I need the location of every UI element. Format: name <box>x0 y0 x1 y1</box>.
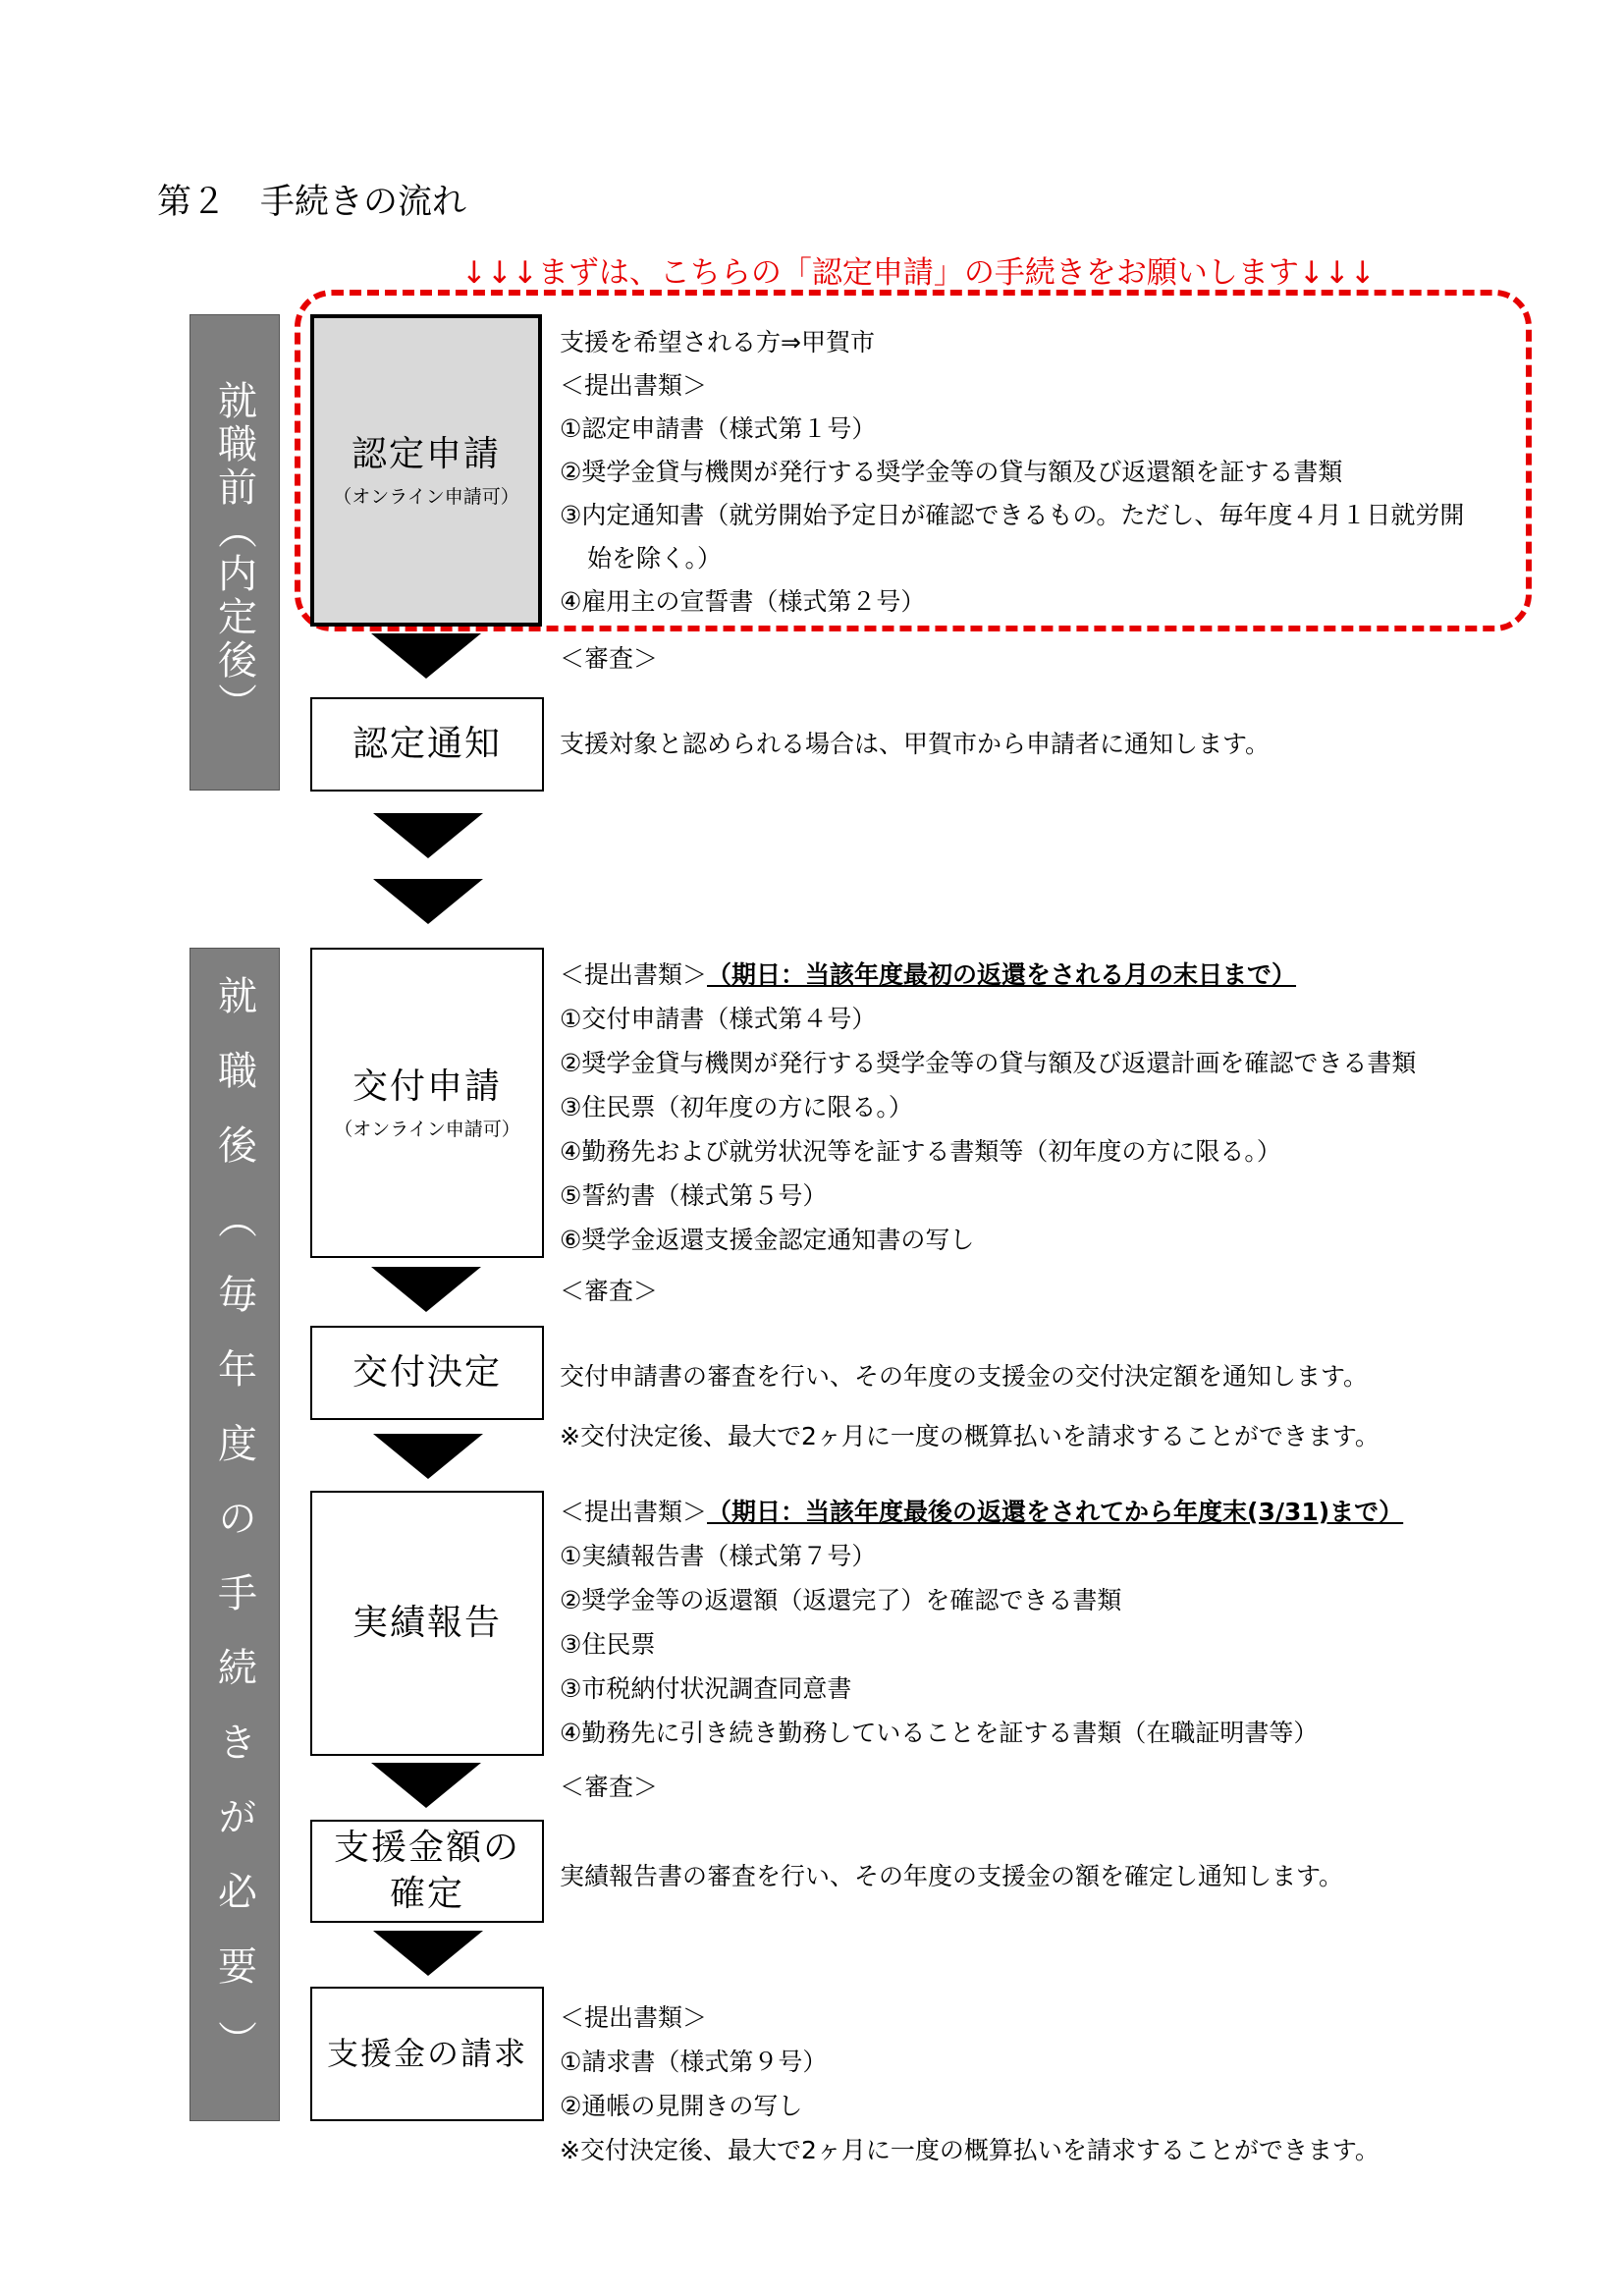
text-line: ③住民票（初年度の方に限る。） <box>560 1093 913 1121</box>
step-nintei-tsuchi-label: 認定通知 <box>352 723 502 764</box>
step-nintei-shinsei-sub: （オンライン申請可） <box>333 485 519 508</box>
step-jisseki-hokoku <box>310 1491 544 1756</box>
text-line: ④雇用主の宣誓書（様式第２号） <box>560 587 926 616</box>
jisseki-head: ＜提出書類＞ <box>560 1498 708 1526</box>
step-shienkin-seikyu <box>310 1987 544 2121</box>
step-nintei-tsuchi <box>310 697 544 792</box>
seikyu-text <box>560 2003 1380 2165</box>
kofu-shinsei-text <box>560 960 1416 1255</box>
flow-arrow <box>371 1763 481 1808</box>
jisseki-deadline: （期日：当該年度最後の返還をされてから年度末(3/31)まで） <box>707 1498 1404 1526</box>
step-kofu-shinsei-label: 交付申請 <box>352 1066 502 1108</box>
text-line: ②奨学金等の返還額（返還完了）を確認できる書類 <box>560 1586 1122 1614</box>
sidebar-pre-employment <box>189 314 280 791</box>
text-line: ④勤務先に引き続き勤務していることを証する書類（在職証明書等） <box>560 1719 1319 1747</box>
kofu-shinsei-deadline: （期日：当該年度最初の返還をされる月の末日まで） <box>707 960 1297 989</box>
sidebar-post-label: 就職後（毎年度の手続きが必要） <box>211 974 257 2095</box>
kofu-kettei-text-2: ※交付決定後、最大で2ヶ月に一度の概算払いを請求することができます。 <box>560 1422 1380 1450</box>
shinsa-label-1: ＜審査＞ <box>560 644 659 673</box>
step-kofu-shinsei-sub: （オンライン申請可） <box>334 1118 520 1140</box>
step-kofu-shinsei <box>310 948 544 1258</box>
step-kofu-kettei-label: 交付決定 <box>352 1351 502 1393</box>
text-line: ①交付申請書（様式第４号） <box>560 1005 877 1033</box>
text-line: ②奨学金貸与機関が発行する奨学金等の貸与額及び返還計画を確認できる書類 <box>560 1049 1417 1077</box>
step-shienkin-kakutei-label-2: 確定 <box>389 1873 464 1914</box>
nintei-shinsei-text <box>560 328 1464 617</box>
nintei-tsuchi-text: 支援対象と認められる場合は、甲賀市から申請者に通知します。 <box>560 730 1271 758</box>
notice-text: ↓↓↓まずは、こちらの「認定申請」の手続きをお願いします↓↓↓ <box>461 255 1376 291</box>
flow-arrow <box>373 1931 483 1976</box>
kofu-kettei-text-1: 交付申請書の審査を行い、その年度の支援金の交付決定額を通知します。 <box>560 1362 1369 1391</box>
text-line: ⑥奨学金返還支援金認定通知書の写し <box>560 1226 975 1254</box>
sidebar-post-employment <box>189 948 280 2121</box>
text-line: ①認定申請書（様式第１号） <box>560 414 877 443</box>
step-nintei-shinsei <box>310 314 542 627</box>
text-line: ②奨学金貸与機関が発行する奨学金等の貸与額及び返還額を証する書類 <box>560 458 1343 486</box>
flow-arrow <box>371 1267 481 1312</box>
step-nintei-shinsei-label: 認定申請 <box>351 434 501 475</box>
text-line: ②通帳の見開きの写し <box>560 2092 803 2120</box>
text-line: ①請求書（様式第９号） <box>560 2048 828 2076</box>
text-line: ③市税納付状況調査同意書 <box>560 1674 852 1703</box>
text-line: ④勤務先および就労状況等を証する書類等（初年度の方に限る。） <box>560 1137 1281 1166</box>
text-line: ※交付決定後、最大で2ヶ月に一度の概算払いを請求することができます。 <box>560 2136 1380 2164</box>
step-kofu-kettei <box>310 1326 544 1420</box>
step-shienkin-seikyu-label: 支援金の請求 <box>326 2034 527 2072</box>
shinsa-label-2: ＜審査＞ <box>560 1277 659 1305</box>
text-line <box>560 960 1416 990</box>
text-line: ＜提出書類＞ <box>560 2003 708 2032</box>
text-line: 支援を希望される方⇒甲賀市 <box>560 328 875 356</box>
kakutei-text: 実績報告書の審査を行い、その年度の支援金の額を確定し通知します。 <box>560 1862 1344 1890</box>
text-line: ⑤誓約書（様式第５号） <box>560 1181 828 1210</box>
step-jisseki-hokoku-label: 実績報告 <box>352 1602 502 1643</box>
sidebar-pre-label: 就職前（内定後） <box>211 379 257 726</box>
text-line: ＜提出書類＞ <box>560 371 708 400</box>
flow-arrow <box>373 1434 483 1479</box>
step-shienkin-kakutei-label-1: 支援金額の <box>333 1827 520 1868</box>
text-line <box>560 1498 1403 1527</box>
flow-arrow <box>373 879 483 924</box>
text-line: ③住民票 <box>560 1630 656 1659</box>
flow-arrow <box>373 813 483 858</box>
shinsa-label-3: ＜審査＞ <box>560 1773 659 1801</box>
flow-arrow <box>371 633 481 679</box>
text-line: 始を除く。） <box>587 544 723 573</box>
page-heading: 第２ 手続きの流れ <box>157 183 467 222</box>
step-shienkin-kakutei <box>310 1820 544 1923</box>
text-line: ③内定通知書（就労開始予定日が確認できるもの。ただし、毎年度４月１日就労開 <box>560 501 1465 529</box>
jisseki-text <box>560 1498 1403 1748</box>
text-line: ①実績報告書（様式第７号） <box>560 1542 877 1570</box>
kofu-shinsei-head: ＜提出書類＞ <box>560 960 708 989</box>
